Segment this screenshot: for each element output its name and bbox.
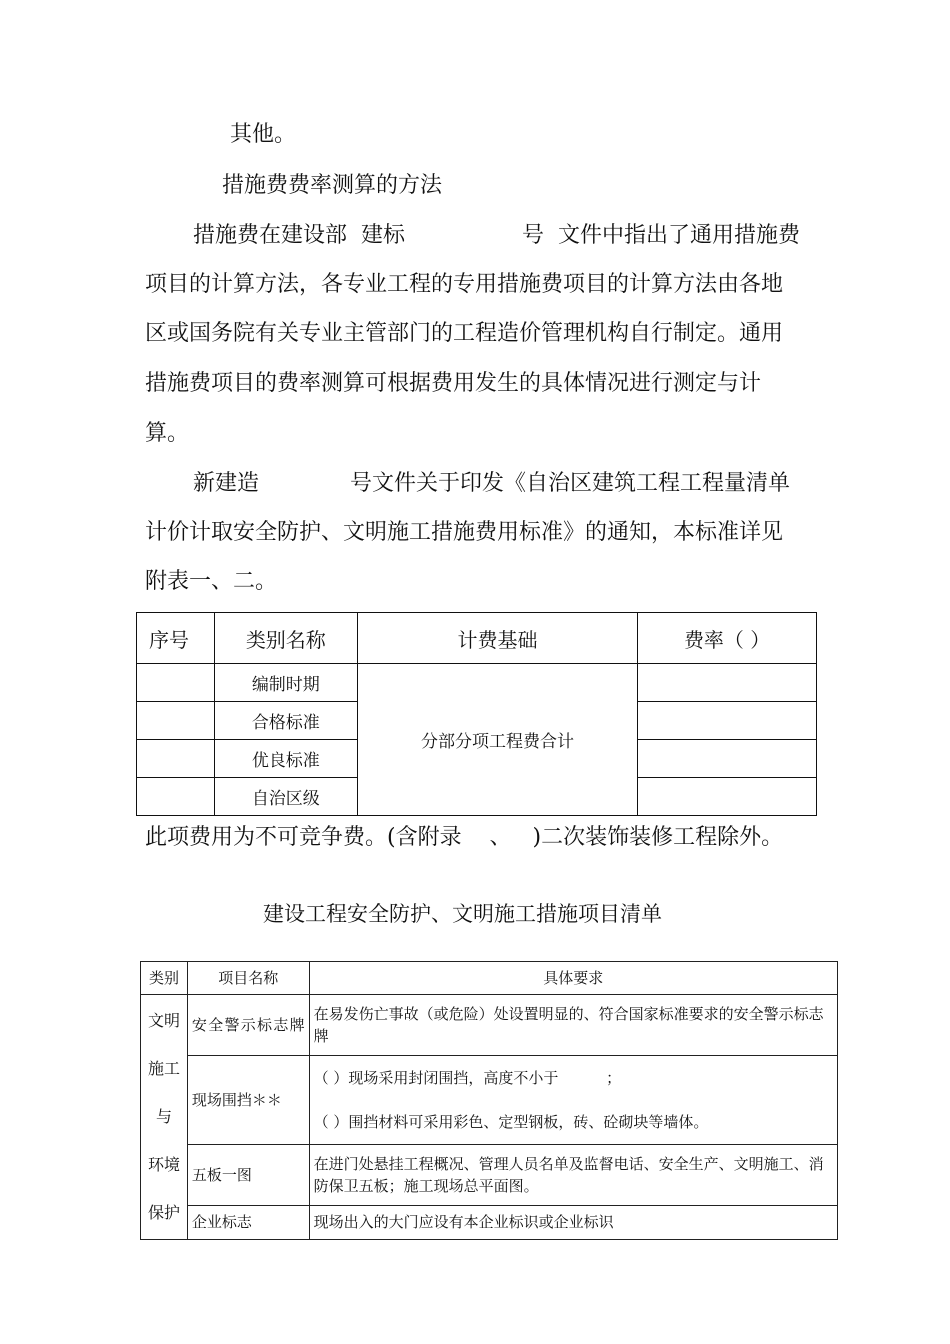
item-requirement: 在进门处悬挂工程概况、管理人员名单及监督电话、安全生产、文明施工、消防保卫五板；施工现场总平面图。 (309, 1145, 837, 1206)
base-cell: 分部分项工程费合计 (357, 664, 638, 816)
item-requirement: 在易发伤亡事故（或危险）处设置明显的、符合国家标准要求的安全警示标志牌 (309, 995, 837, 1056)
para-text: 新建造 (193, 471, 260, 496)
para-text: 区或国务院有关专业主管部门的工程造价管理机构自行制定。通用 (145, 321, 784, 346)
rate-cell (638, 740, 817, 778)
para-text: 项目的计算方法，各专业工程的专用措施费项目的计算方法由各地 (145, 272, 784, 297)
header-rate: 费率（ ） (638, 613, 817, 664)
requirement-line: （ ）围挡材料可采用彩色、定型钢板，砖、砼砌块等墙体。 (313, 1112, 709, 1131)
section-heading: 措施费费率测算的方法 (222, 173, 443, 198)
category-char: 保护 (147, 1203, 180, 1222)
para-text: 算。 (145, 421, 190, 446)
para-text: 号 文件中指出了通用措施费 (522, 223, 800, 248)
rate-cell (638, 778, 817, 816)
item-name: 五板一图 (187, 1145, 309, 1206)
para-text: 措施费在建设部 建标 (193, 223, 405, 248)
header-index: 序号 (137, 613, 215, 664)
category-char: 环境 (147, 1155, 180, 1174)
header-requirement: 具体要求 (309, 962, 837, 995)
item-requirement (309, 1055, 837, 1144)
index-cell (137, 664, 215, 702)
para-text: 附表一、二。 (145, 569, 278, 594)
measures-table (140, 961, 838, 1240)
para-text: 措施费项目的费率测算可根据费用发生的具体情况进行测定与计 (145, 371, 762, 396)
category-cell: 自治区级 (214, 778, 357, 816)
item-name: 企业标志 (187, 1205, 309, 1239)
list-title: 建设工程安全防护、文明施工措施项目清单 (263, 902, 662, 926)
category-char: 与 (155, 1107, 172, 1126)
index-cell (137, 740, 215, 778)
category-cell: 优良标准 (214, 740, 357, 778)
category-char: 文明 (147, 1011, 180, 1030)
para-text: 号文件关于印发《自治区建筑工程工程量清单 (350, 471, 791, 496)
category-cell: 合格标准 (214, 702, 357, 740)
requirement-line: （ ）现场采用封闭围挡，高度不小于 ； (313, 1068, 622, 1087)
item-name: 现场围挡＊＊ (187, 1055, 309, 1144)
header-category: 类别名称 (214, 613, 357, 664)
index-cell (137, 702, 215, 740)
item-name: 安全警示标志牌 (187, 995, 309, 1056)
para-text: 计价计取安全防护、文明施工措施费用标准》的通知，本标准详见 (145, 520, 784, 545)
item-requirement: 现场出入的大门应设有本企业标识或企业标识 (309, 1205, 837, 1239)
rate-table (136, 612, 817, 816)
category-cell (141, 995, 188, 1240)
rate-cell (638, 664, 817, 702)
header-type: 类别 (141, 962, 188, 995)
header-item: 项目名称 (187, 962, 309, 995)
index-cell (137, 778, 215, 816)
category-char: 施工 (147, 1059, 180, 1078)
paragraph-other: 其他。 (230, 122, 297, 147)
category-cell: 编制时期 (214, 664, 357, 702)
rate-cell (638, 702, 817, 740)
header-base: 计费基础 (357, 613, 638, 664)
note-text: 此项费用为不可竞争费。(含附录 、 )二次装饰装修工程除外。 (145, 825, 784, 850)
